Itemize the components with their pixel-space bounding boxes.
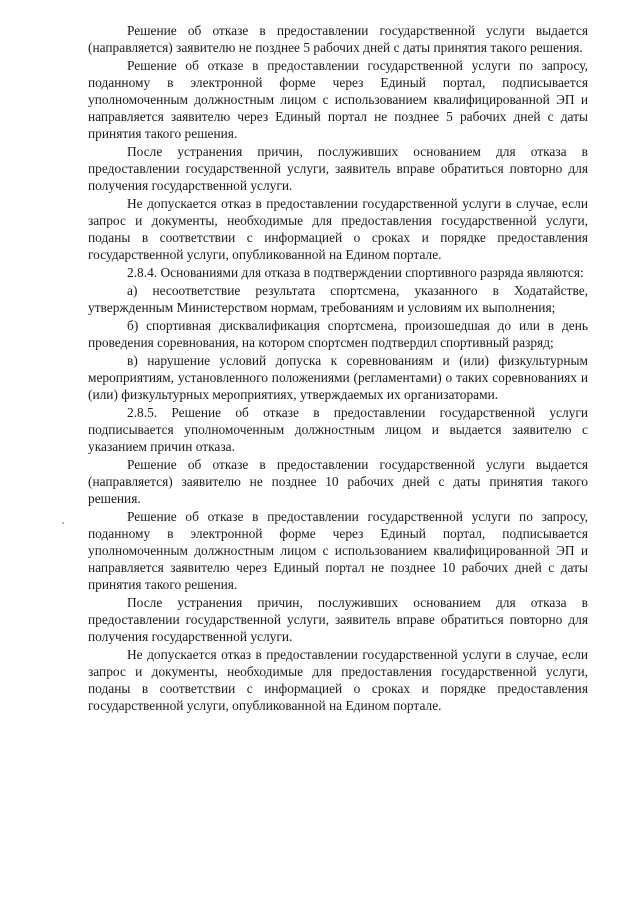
paragraph-electronic-refusal-10-days: Решение об отказе в предоставлении государственной услуги по запросу, поданному в электронной форме через Единый портал, подписывается уполномоченным должностным лицом с использованием квалифицированной ЭП и направляется заявителю через Единый портал не позднее 10 рабочих дней с даты принятия такого решения. [88, 509, 588, 592]
paragraph-no-refusal: Не допускается отказ в предоставлении государственной услуги в случае, если запрос и документы, необходимые для предоставления государственной услуги, поданы в соответствии с информацией о сроках и порядке предоставления государственной услуги, опубликованной на Едином портале. [88, 196, 588, 262]
margin-speck [62, 522, 64, 524]
list-item-a: а) несоответствие результата спортсмена, указанного в Ходатайстве, утвержденным Министерством нормам, требованиям и условиям их выполнения; [88, 283, 588, 315]
paragraph-2-8-4-grounds: 2.8.4. Основаниями для отказа в подтверждении спортивного разряда являются: [127, 265, 584, 280]
paragraph-reapply: После устранения причин, послуживших основанием для отказа в предоставлении государственной услуги, заявитель вправе обратиться повторно для получения государственной услуги. [88, 144, 588, 193]
paragraph-no-refusal-2: Не допускается отказ в предоставлении государственной услуги в случае, если запрос и документы, необходимые для предоставления государственной услуги, поданы в соответствии с информацией о сроках и порядке предоставления государственной услуги, опубликованной на Едином портале. [88, 647, 588, 713]
paragraph-electronic-refusal-5-days: Решение об отказе в предоставлении государственной услуги по запросу, поданному в электронной форме через Единый портал, подписывается уполномоченным должностным лицом с использованием квалифицированной ЭП и направляется заявителю через Единый портал не позднее 5 рабочих дней с даты принятия такого решения. [88, 58, 588, 141]
document-page [88, 22, 588, 715]
paragraph-2-8-5-signing: 2.8.5. Решение об отказе в предоставлении государственной услуги подписывается уполномоченным должностным лицом и выдается заявителю с указанием причин отказа. [88, 405, 588, 454]
paragraph-refusal-10-days: Решение об отказе в предоставлении государственной услуги выдается (направляется) заявителю не позднее 10 рабочих дней с даты принятия такого решения. [88, 457, 588, 506]
list-item-b: б) спортивная дисквалификация спортсмена, произошедшая до или в день проведения соревнования, на котором спортсмен подтвердил спортивный разряд; [88, 318, 588, 350]
paragraph-refusal-5-days: Решение об отказе в предоставлении государственной услуги выдается (направляется) заявителю не позднее 5 рабочих дней с даты принятия такого решения. [88, 23, 588, 55]
list-item-c: в) нарушение условий допуска к соревнованиям и (или) физкультурным мероприятиям, установленного положениями (регламентами) о таких соревнованиях и (или) физкультурных мероприятиях, утверждаемых их организаторами. [88, 353, 588, 402]
paragraph-reapply-2: После устранения причин, послуживших основанием для отказа в предоставлении государственной услуги, заявитель вправе обратиться повторно для получения государственной услуги. [88, 595, 588, 644]
